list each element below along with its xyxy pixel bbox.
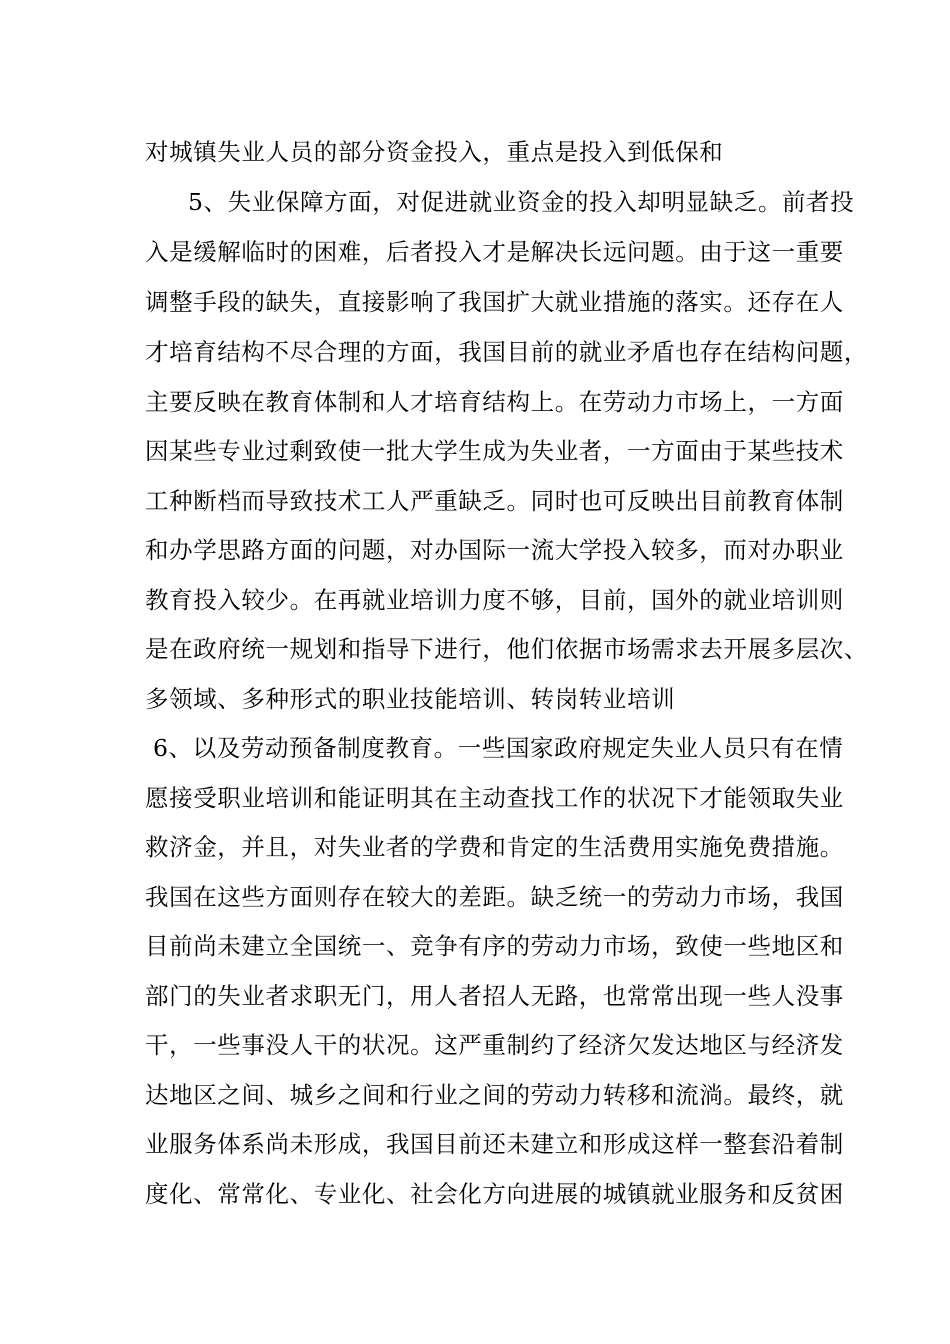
text-line: 是在政府统一规划和指导下进行，他们依据市场需求去开展多层次、	[145, 635, 868, 663]
text-line: 干，一些事没人干的状况。这严重制约了经济欠发达地区与经济发	[145, 1031, 844, 1059]
text-line: 业服务体系尚未形成，我国目前还未建立和形成这样一整套沿着制	[145, 1130, 844, 1158]
text-line: 工种断档而导致技术工人严重缺乏。同时也可反映出目前教育体制	[145, 487, 844, 515]
text-line: 多领域、多种形式的职业技能培训、转岗转业培训	[145, 685, 676, 713]
text-line: 达地区之间、城乡之间和行业之间的劳动力转移和流淌。最终，就	[145, 1081, 844, 1109]
text-line: 才培育结构不尽合理的方面，我国目前的就业矛盾也存在结构问题，	[145, 338, 868, 366]
text-line: 5、失业保障方面，对促进就业资金的投入却明显缺乏。前者投	[188, 188, 855, 216]
text-line: 部门的失业者求职无门，用人者招人无路，也常常出现一些人没事	[145, 982, 844, 1010]
text-line: 主要反映在教育体制和人才培育结构上。在劳动力市场上，一方面	[145, 388, 844, 416]
text-line: 目前尚未建立全国统一、竞争有序的劳动力市场，致使一些地区和	[145, 932, 844, 960]
text-line: 调整手段的缺失，直接影响了我国扩大就业措施的落实。还存在人	[145, 288, 844, 316]
text-line: 愿接受职业培训和能证明其在主动查找工作的状况下才能领取失业	[145, 784, 844, 812]
text-line: 入是缓解临时的困难，后者投入才是解决长远问题。由于这一重要	[145, 238, 844, 266]
text-line: 救济金，并且，对失业者的学费和肯定的生活费用实施免费措施。	[145, 833, 844, 861]
text-line: 因某些专业过剩致使一批大学生成为失业者，一方面由于某些技术	[145, 437, 844, 465]
text-line: 6、以及劳动预备制度教育。一些国家政府规定失业人员只有在情	[153, 734, 844, 762]
text-line: 度化、常常化、专业化、社会化方向进展的城镇就业服务和反贫困	[145, 1180, 844, 1208]
text-line: 对城镇失业人员的部分资金投入，重点是投入到低保和	[145, 138, 724, 166]
text-line: 教育投入较少。在再就业培训力度不够，目前，国外的就业培训则	[145, 586, 844, 614]
text-line: 我国在这些方面则存在较大的差距。缺乏统一的劳动力市场，我国	[145, 883, 844, 911]
text-line: 和办学思路方面的问题，对办国际一流大学投入较多，而对办职业	[145, 536, 844, 564]
